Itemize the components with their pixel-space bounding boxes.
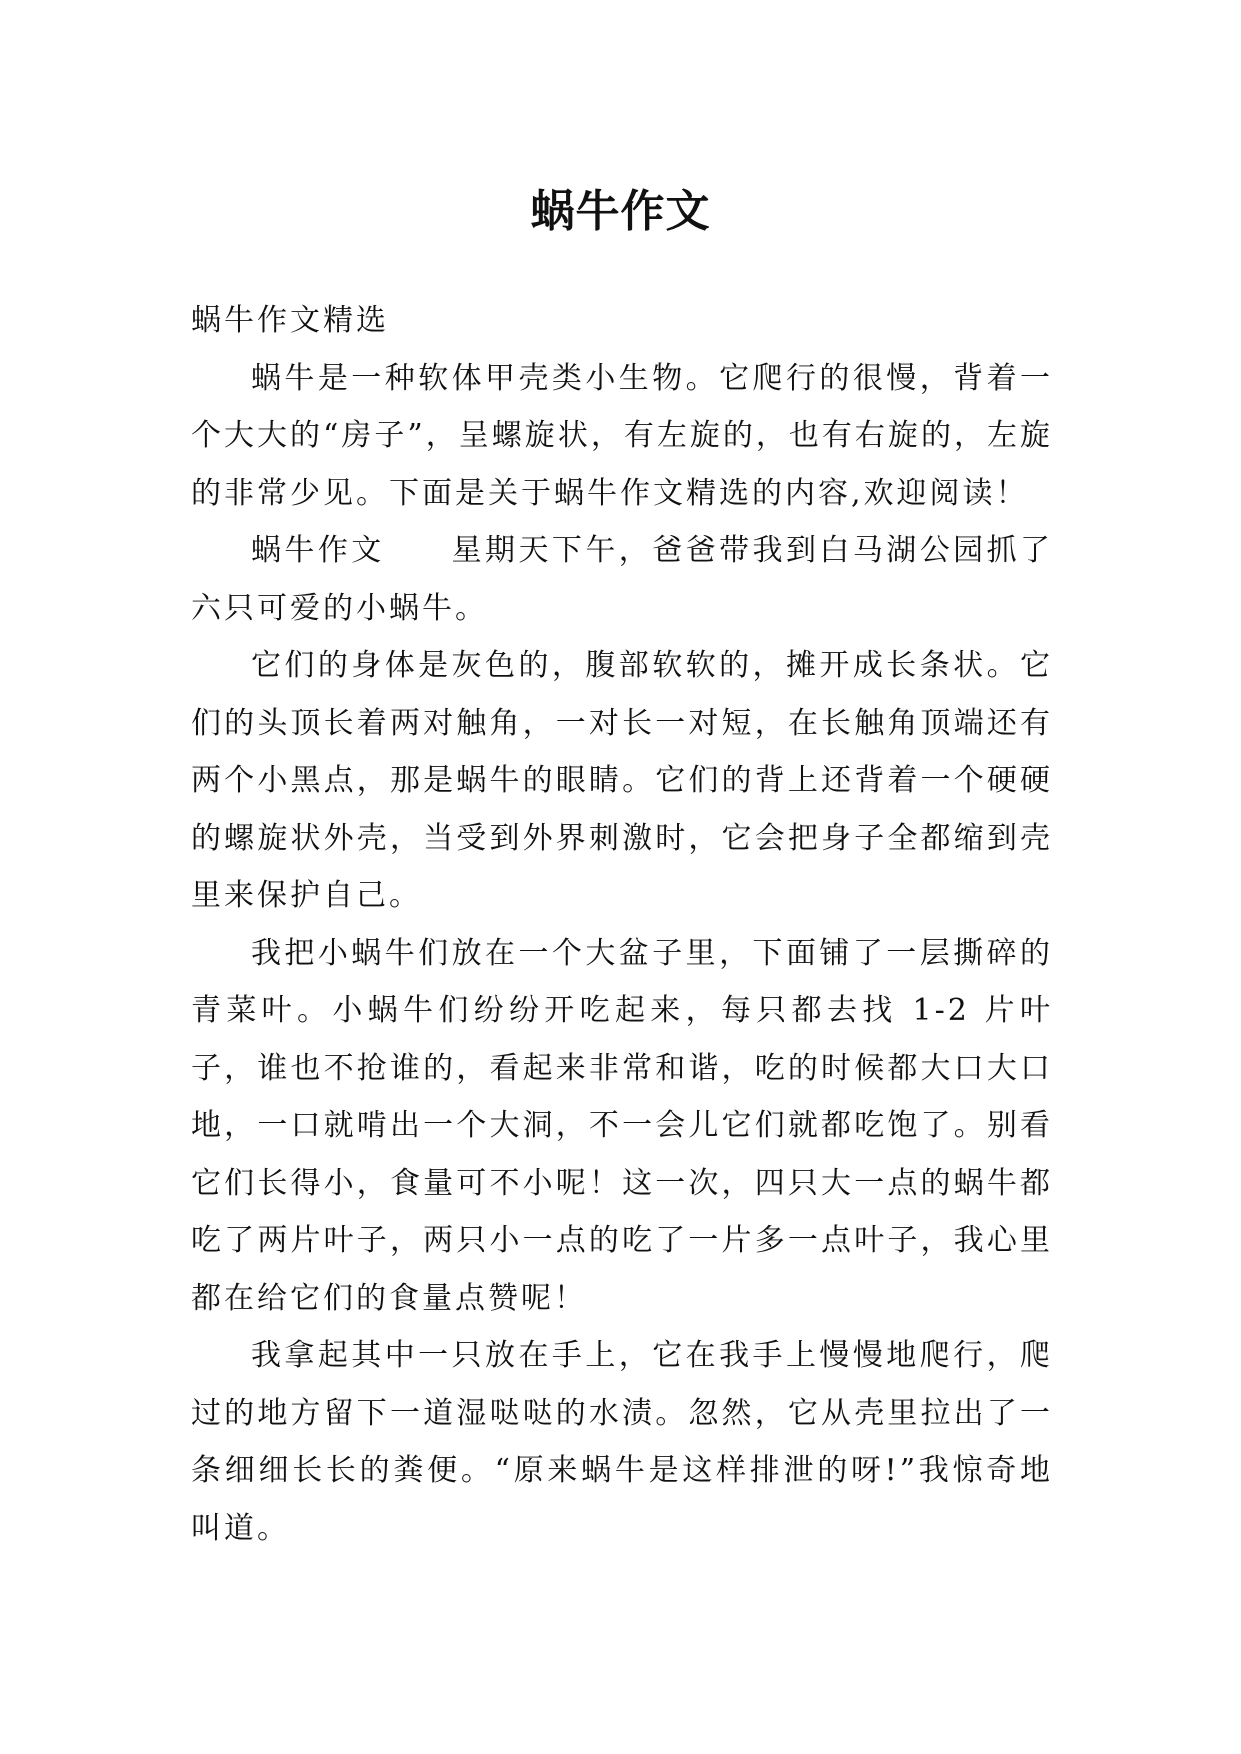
paragraph-subtitle: 蜗牛作文精选 <box>191 303 389 338</box>
paragraph-body: 它们的身体是灰色的，腹部软软的，摊开成长条状。它们的头顶长着两对触角，一对长一对短，在长触角顶端还有两个小黑点，那是蜗牛的眼睛。它们的背上还背着一个硬硬的螺旋状外壳，当受到外界刺激时，它会把身子全都缩到壳里来保护自己。 <box>191 648 1053 913</box>
paragraph-intro: 蜗牛是一种软体甲壳类小生物。它爬行的很慢，背着一个大大的“房子”，呈螺旋状，有左旋的，也有右旋的，左旋的非常少见。下面是关于蜗牛作文精选的内容,欢迎阅读！ <box>191 360 1053 511</box>
document-body <box>191 292 1053 1557</box>
paragraph-body: 我把小蜗牛们放在一个大盆子里，下面铺了一层撕碎的青菜叶。小蜗牛们纷纷开吃起来，每只都去找 1-2 片叶子，谁也不抢谁的，看起来非常和谐，吃的时候都大口大口地，一口就啃出一个大洞，不一会儿它们就都吃饱了。别看它们长得小，食量可不小呢！这一次，四只大一点的蜗牛都吃了两片叶子，两只小一点的吃了一片多一点叶子，我心里都在给它们的食量点赞呢！ <box>191 935 1053 1316</box>
paragraph-body: 我拿起其中一只放在手上，它在我手上慢慢地爬行，爬过的地方留下一道湿哒哒的水渍。忽然，它从壳里拉出了一条细细长长的粪便。“原来蜗牛是这样排泄的呀!”我惊奇地叫道。 <box>191 1338 1053 1546</box>
paragraph-opening: 蜗牛作文 星期天下午，爸爸带我到白马湖公园抓了六只可爱的小蜗牛。 <box>191 533 1053 626</box>
document-title: 蜗牛作文 <box>530 186 711 238</box>
